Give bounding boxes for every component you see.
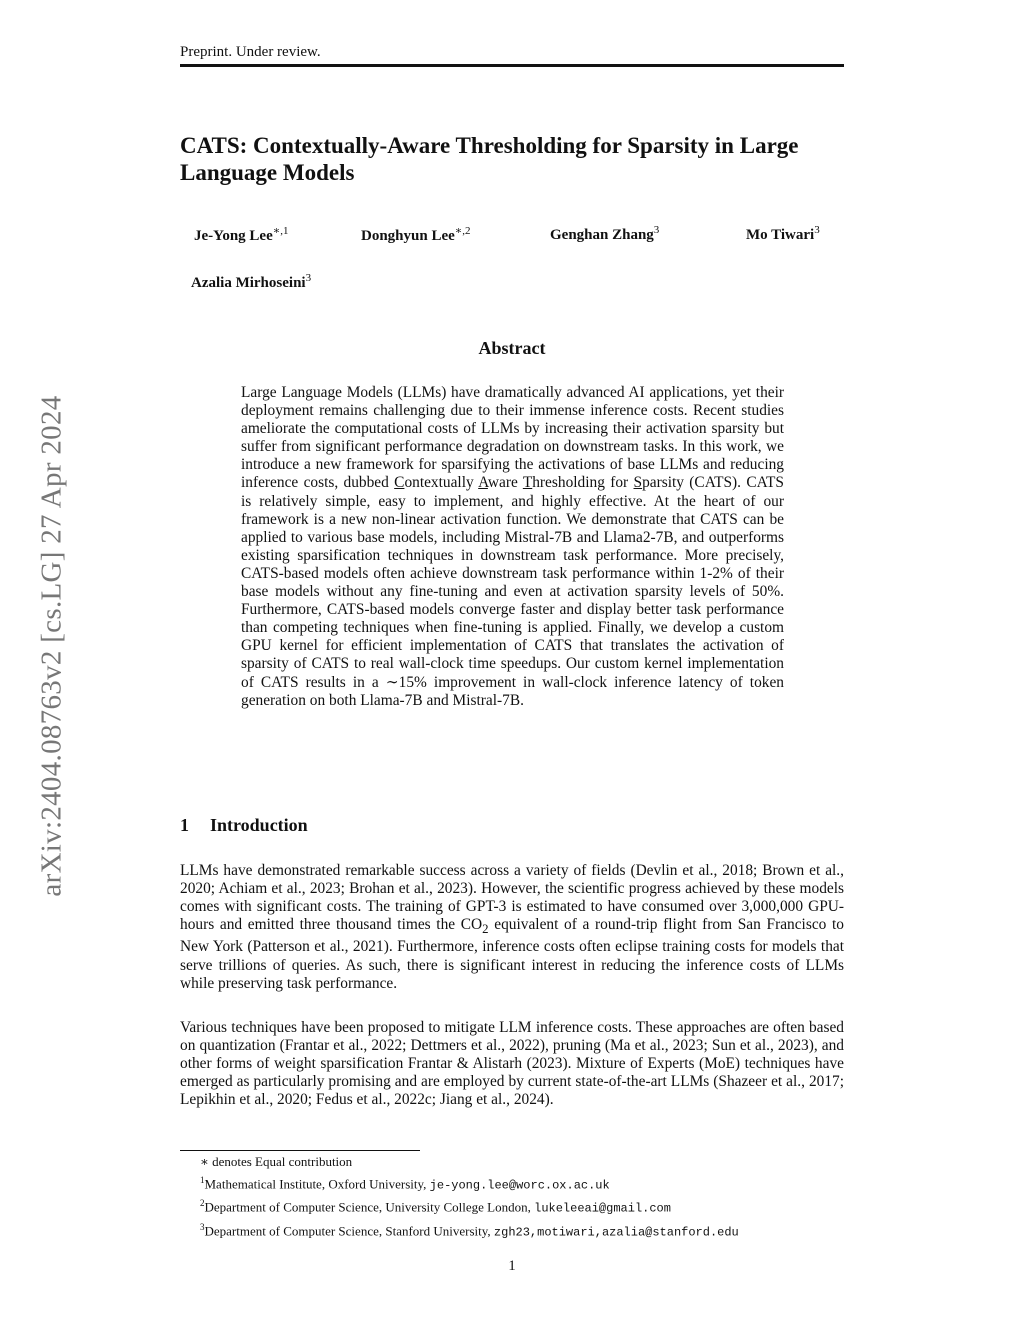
acronym-letter-s: S xyxy=(633,474,643,492)
footnote-email[interactable]: je-yong.lee@worc.ox.ac.uk xyxy=(429,1178,610,1193)
author-4-affil: 3 xyxy=(814,224,820,236)
running-header: Preprint. Under review. xyxy=(180,44,321,60)
footnote-rule xyxy=(180,1150,420,1151)
footnote-email[interactable]: lukeleeai@gmail.com xyxy=(534,1201,671,1216)
author-5-affil: 3 xyxy=(305,272,312,284)
footnote-mark: ∗ xyxy=(200,1154,209,1169)
footnote-equal-contribution xyxy=(200,1153,860,1171)
acronym-rest-a: ware xyxy=(487,474,523,492)
page-number: 1 xyxy=(508,1258,516,1274)
section-title: Introduction xyxy=(210,815,308,835)
intro-para1-before: LLMs have demonstrated remarkable success across a variety of fields (Devlin et al., 2018; Brown et al., 2020; Achiam et al., 2023; Brohan et al., 2023). However, the scientific progress achieved by these models comes with significant costs. The training of GPT-3 is estimated to have consumed over 3,000,000 GPU-hours and emitted three thousand times the CO xyxy=(180,862,844,934)
footnote-text: Mathematical Institute, Oxford University, xyxy=(204,1176,430,1192)
author-5 xyxy=(191,272,311,292)
author-1-name: Je-Yong Lee xyxy=(194,228,273,244)
author-2 xyxy=(361,224,471,245)
arxiv-side-stamp: arXiv:2404.08763v2 [cs.LG] 27 Apr 2024 xyxy=(35,395,68,897)
abstract-text-before: Large Language Models (LLMs) have dramatically advanced AI applications, yet their deployment remains challenging due to their immense inference costs. Recent studies ameliorate the computational costs of LLMs by increasing their activation sparsity but suffer from significant performance degradation on downstream tasks. In this work, we introduce a new framework for sparsifying the activations of base LLMs and reducing inference costs, dubbed xyxy=(241,384,784,492)
section-number: 1 xyxy=(180,815,189,835)
abstract-body xyxy=(241,384,784,710)
author-4-name: Mo Tiwari xyxy=(746,227,815,243)
footnote-mark: 2 xyxy=(200,1198,205,1209)
footnotes xyxy=(200,1153,860,1241)
footnote-affiliation-3 xyxy=(200,1218,860,1241)
author-5-name: Azalia Mirhoseini xyxy=(191,275,306,291)
author-2-name: Donghyun Lee xyxy=(361,228,455,244)
author-1-affil: ∗,1 xyxy=(272,225,289,237)
acronym-rest-t: hresholding for xyxy=(532,474,634,492)
intro-paragraph-2: Various techniques have been proposed to mitigate LLM inference costs. These approaches are often based on quantization (Frantar et al., 2022; Dettmers et al., 2022), pruning (Ma et al., 2023; Sun et al., 2023), and other forms of weight sparsification Frantar & Alistarh (2023). Mixture of Experts (MoE) techniques have emerged as particularly promising and are employed by current state-of-the-art LLMs (Shazeer et al., 2017; Lepikhin et al., 2020; Fedus et al., 2022c; Jiang et al., 2024). xyxy=(180,1019,844,1109)
footnote-text: denotes Equal contribution xyxy=(212,1154,353,1169)
section-heading-introduction xyxy=(180,815,308,836)
footnote-email[interactable]: zgh23,motiwari,azalia@stanford.edu xyxy=(493,1224,739,1239)
footnote-affiliation-2 xyxy=(200,1194,860,1217)
author-1 xyxy=(194,224,288,245)
footnote-mark: 1 xyxy=(200,1175,205,1185)
abstract-text-after: (CATS). CATS is relatively simple, easy to implement, and highly effective. At the heart of our framework is a new non-linear activation function. We demonstrate that CATS can be applied to various base models, including Mistral-7B and Llama2-7B, and outperforms existing sparsification techniques in downstream task performance. More precisely, CATS-based models often achieve downstream task performance within 1-2% of their base models without any fine-tuning and even at activation sparsity levels of 50%. Furthermore, CATS-based models converge faster and display better task performance than competing techniques when fine-tuning is applied. Finally, we develop a custom GPU kernel for efficient implementation of CATS that translates the activation of sparsity of CATS to real wall-clock time speedups. Our custom kernel implementation of CATS results in a ∼15% improvement in wall-clock inference latency of token generation on both Llama-7B and Mistral-7B. xyxy=(241,474,784,709)
intro-paragraph-1 xyxy=(180,862,844,993)
acronym-letter-t: T xyxy=(522,474,533,492)
footnote-text: Department of Computer Science, University College London, xyxy=(204,1199,535,1215)
acronym-letter-a: A xyxy=(478,474,488,492)
footnote-text: Department of Computer Science, Stanford University, xyxy=(204,1222,494,1238)
author-3-name: Genghan Zhang xyxy=(550,227,654,243)
co2-subscript: 2 xyxy=(482,922,489,937)
author-2-affil: ∗,2 xyxy=(454,225,471,237)
footnote-mark: 3 xyxy=(200,1221,205,1232)
author-3-affil: 3 xyxy=(653,224,660,236)
acronym-rest-s: parsity xyxy=(642,474,684,492)
author-4 xyxy=(746,224,820,244)
abstract-heading: Abstract xyxy=(478,338,546,358)
acronym-rest-c: ontextually xyxy=(404,474,479,492)
author-3 xyxy=(550,224,659,244)
intro-para1-after: equivalent of a round-trip flight from San Francisco to New York (Patterson et al., 2021). Furthermore, inference costs often eclipse training costs for models that serve trillions of queries. As such, there is significant interest in reducing the inference costs of LLMs while preserving task performance. xyxy=(180,916,844,992)
header-rule xyxy=(180,64,844,67)
paper-title: CATS: Contextually-Aware Thresholding for Sparsity in Large Language Models xyxy=(180,133,799,185)
acronym-letter-c: C xyxy=(394,474,405,492)
footnote-affiliation-1 xyxy=(200,1171,860,1194)
